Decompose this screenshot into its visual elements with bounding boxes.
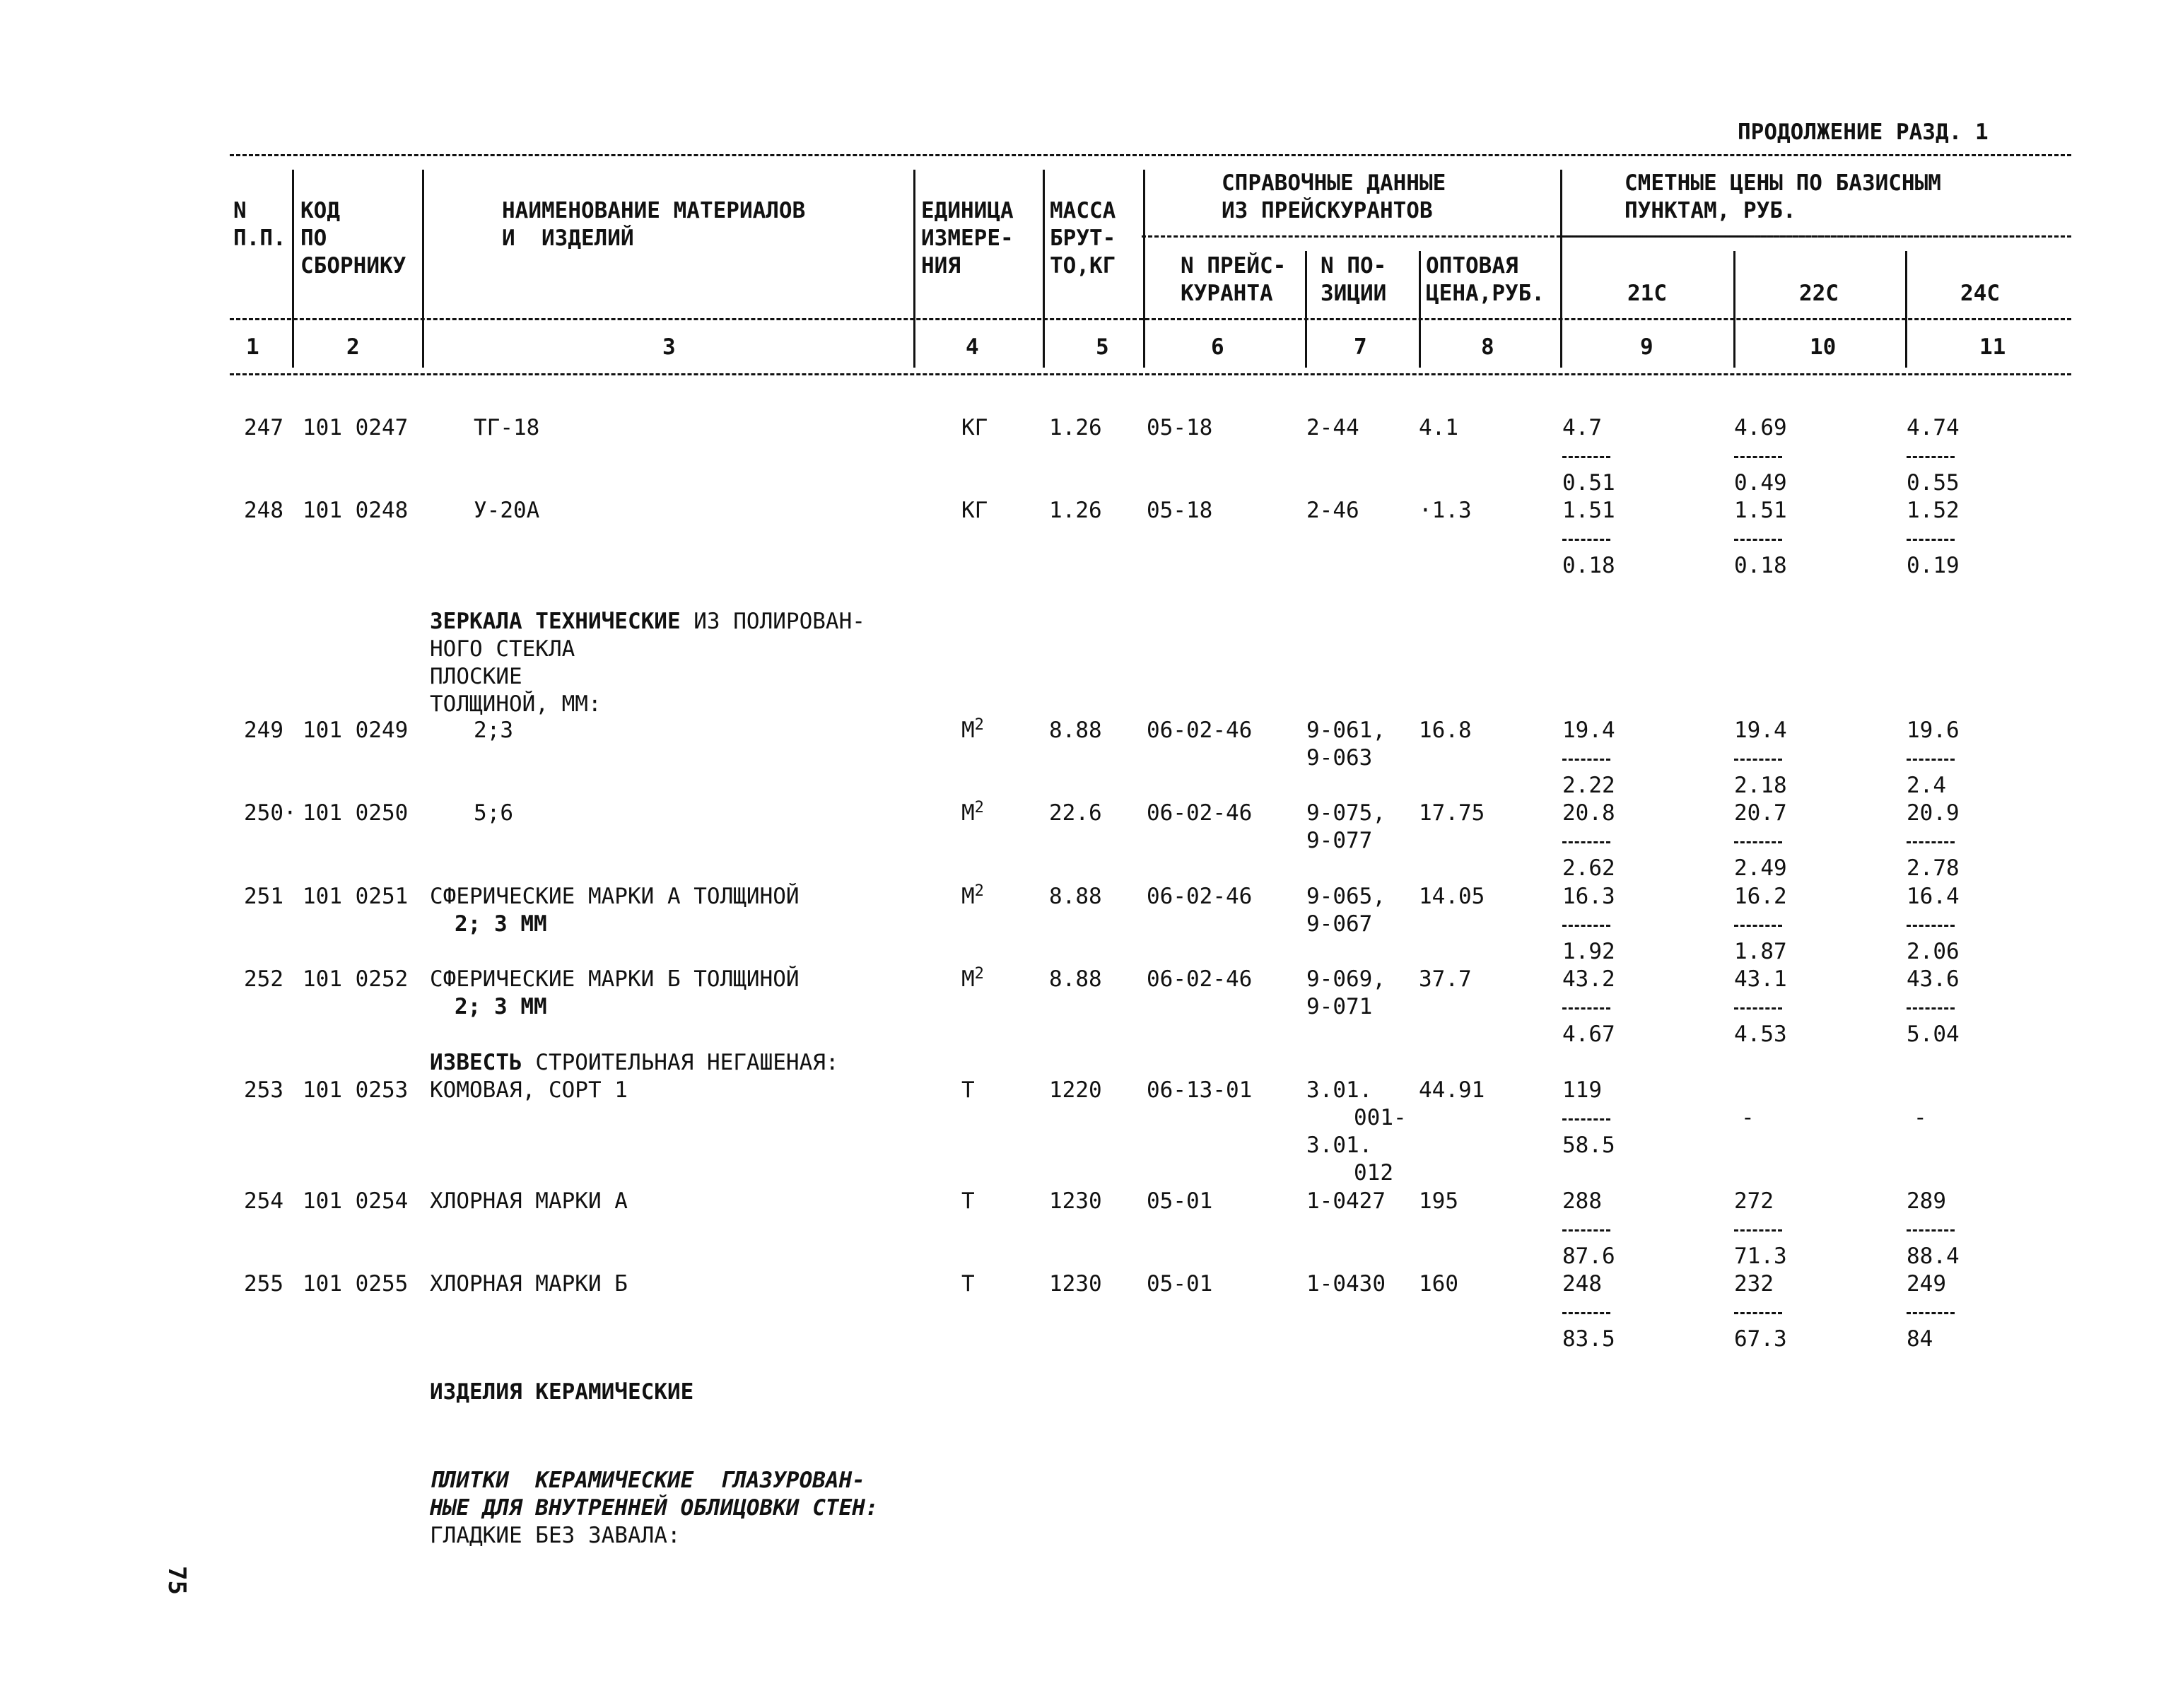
price-p22-divider <box>1734 759 1782 761</box>
row-position: 3.01. <box>1306 1077 1373 1103</box>
row-wholesale: 14.05 <box>1419 884 1485 909</box>
row-wholesale: ·1.3 <box>1419 498 1472 523</box>
price-p24-divider <box>1907 759 1955 761</box>
row-mass: 1230 <box>1049 1188 1102 1214</box>
header-rule-top <box>230 154 2071 156</box>
price-dash: - <box>1741 1105 1755 1130</box>
page-number: 75 <box>163 1566 191 1595</box>
price-p24-divider <box>1907 1229 1955 1232</box>
hdr-npp-2: П.П. <box>233 226 286 251</box>
price-p22-divider <box>1734 841 1782 843</box>
row-code: 101 0251 <box>303 884 409 909</box>
price-p24-base: 16.4 <box>1907 884 1960 909</box>
hdr-mass-1: МАССА <box>1050 198 1116 223</box>
price-p21-base: 248 <box>1562 1271 1602 1297</box>
hdr-p24: 24С <box>1960 281 2000 306</box>
header-subrule-prices <box>1560 235 2071 238</box>
price-p21-base: 288 <box>1562 1188 1602 1214</box>
hdr-position-2: ЗИЦИИ <box>1321 281 1387 306</box>
hdr-wholesale-2: ЦЕНА,РУБ. <box>1426 281 1545 306</box>
colnum-3: 3 <box>662 334 676 360</box>
row-code: 101 0253 <box>303 1077 409 1103</box>
row-number: 253 <box>244 1077 283 1103</box>
row-name: 2;3 <box>474 718 513 743</box>
colnum-2: 2 <box>346 334 360 360</box>
row-pricelist: 06-02-46 <box>1147 966 1253 992</box>
row-unit: Т <box>961 1188 975 1214</box>
tiles-subheading: ГЛАДКИЕ БЕЗ ЗАВАЛА: <box>430 1523 681 1548</box>
colnum-1: 1 <box>246 334 259 360</box>
price-p22-base: 19.4 <box>1734 718 1787 743</box>
price-p21-divider <box>1562 1229 1610 1232</box>
row-code: 101 0247 <box>303 415 409 440</box>
price-p21-transport: 2.22 <box>1562 773 1615 798</box>
price-p22-divider <box>1734 1312 1782 1314</box>
unit-superscript: 2 <box>974 799 984 817</box>
row-name: ХЛОРНАЯ МАРКИ А <box>430 1188 628 1214</box>
group-lime-title: ИЗВЕСТЬ СТРОИТЕЛЬНАЯ НЕГАШЕНАЯ: <box>430 1050 839 1075</box>
row-position: 9-067 <box>1306 911 1373 937</box>
row-mass: 1.26 <box>1049 498 1102 523</box>
price-p24-divider <box>1907 456 1955 458</box>
row-pricelist: 05-01 <box>1147 1271 1213 1297</box>
price-p21-transport: 83.5 <box>1562 1326 1615 1352</box>
row-wholesale: 44.91 <box>1419 1077 1485 1103</box>
price-p21-base: 4.7 <box>1562 415 1602 440</box>
price-p21-base: 1.51 <box>1562 498 1615 523</box>
header-sep-3 <box>913 170 915 368</box>
row-mass: 1220 <box>1049 1077 1102 1103</box>
row-wholesale: 17.75 <box>1419 800 1485 826</box>
price-p24-base: 19.6 <box>1907 718 1960 743</box>
price-p21-transport: 87.6 <box>1562 1244 1615 1269</box>
row-position: 1-0427 <box>1306 1188 1386 1214</box>
continuation-note: ПРОДОЛЖЕНИЕ РАЗД. 1 <box>1738 119 1989 145</box>
row-pricelist: 05-18 <box>1147 415 1213 440</box>
price-p22-base: 232 <box>1734 1271 1774 1297</box>
price-p22-divider <box>1734 456 1782 458</box>
price-p22-base: 16.2 <box>1734 884 1787 909</box>
colnum-6: 6 <box>1211 334 1224 360</box>
price-p24-divider <box>1907 925 1955 927</box>
header-sep-10 <box>1905 251 1907 368</box>
row-number: 250· <box>244 800 297 826</box>
row-name: КОМОВАЯ, СОРТ 1 <box>430 1077 628 1103</box>
unit-superscript: 2 <box>974 882 984 900</box>
header-sep-9 <box>1733 251 1735 368</box>
price-p22-base: 43.1 <box>1734 966 1787 992</box>
hdr-prices-1: СМЕТНЫЕ ЦЕНЫ ПО БАЗИСНЫМ <box>1624 170 1941 196</box>
price-p22-base: 20.7 <box>1734 800 1787 826</box>
row-mass: 8.88 <box>1049 966 1102 992</box>
price-p21-base: 20.8 <box>1562 800 1615 826</box>
row-unit: КГ <box>961 498 988 523</box>
row-number: 249 <box>244 718 283 743</box>
row-name: СФЕРИЧЕСКИЕ МАРКИ Б ТОЛЩИНОЙ <box>430 966 800 992</box>
price-p22-base: 1.51 <box>1734 498 1787 523</box>
price-p22-transport: 1.87 <box>1734 939 1787 964</box>
row-code: 101 0250 <box>303 800 409 826</box>
row-mass: 1230 <box>1049 1271 1102 1297</box>
unit-superscript: 2 <box>974 716 984 734</box>
hdr-position-1: N ПО- <box>1321 253 1387 279</box>
hdr-kod-1: КОД <box>300 198 340 223</box>
price-p24-base: 289 <box>1907 1188 1946 1214</box>
row-name: 2; 3 ММ <box>455 911 547 937</box>
hdr-p21: 21С <box>1627 281 1667 306</box>
price-p21-divider <box>1562 456 1610 458</box>
colnum-11: 11 <box>1979 334 2006 360</box>
price-p21-divider <box>1562 925 1610 927</box>
hdr-npp-1: N <box>233 198 247 223</box>
price-p22-divider <box>1734 1007 1782 1010</box>
price-p22-transport: 67.3 <box>1734 1326 1787 1352</box>
row-number: 248 <box>244 498 283 523</box>
row-position: 9-069, <box>1306 966 1386 992</box>
row-code: 101 0254 <box>303 1188 409 1214</box>
row-code: 101 0252 <box>303 966 409 992</box>
hdr-unit-1: ЕДИНИЦА <box>921 198 1014 223</box>
price-p24-transport: 0.55 <box>1907 470 1960 496</box>
row-unit: $М^2$ <box>961 882 984 909</box>
row-position: 9-063 <box>1306 745 1373 771</box>
header-sep-5 <box>1143 170 1145 368</box>
row-name: СФЕРИЧЕСКИЕ МАРКИ А ТОЛЩИНОЙ <box>430 884 800 909</box>
row-name: 2; 3 ММ <box>455 994 547 1019</box>
price-p21-divider <box>1562 1312 1610 1314</box>
row-position: 9-061, <box>1306 718 1386 743</box>
group-mirrors-line-2: ПЛОСКИЕ <box>430 664 522 689</box>
row-position: 9-075, <box>1306 800 1386 826</box>
row-number: 247 <box>244 415 283 440</box>
row-position: 2-44 <box>1306 415 1359 440</box>
price-p22-base: 272 <box>1734 1188 1774 1214</box>
hdr-pricelist-2: КУРАНТА <box>1181 281 1273 306</box>
tiles-heading-2: НЫЕ ДЛЯ ВНУТРЕННЕЙ ОБЛИЦОВКИ СТЕН: <box>430 1495 879 1521</box>
hdr-name-2: И ИЗДЕЛИЙ <box>502 226 634 251</box>
colnum-9: 9 <box>1640 334 1653 360</box>
hdr-kod-2: ПО <box>300 226 327 251</box>
price-p24-divider <box>1907 1007 1955 1010</box>
price-p24-transport: 2.78 <box>1907 855 1960 881</box>
price-p21-transport: 0.51 <box>1562 470 1615 496</box>
price-dash: - <box>1914 1105 1927 1130</box>
header-sep-7 <box>1419 251 1421 368</box>
row-number: 255 <box>244 1271 283 1297</box>
row-unit: Т <box>961 1271 975 1297</box>
row-number: 254 <box>244 1188 283 1214</box>
price-p21-divider <box>1562 759 1610 761</box>
price-p21-base: 19.4 <box>1562 718 1615 743</box>
price-p24-base: 4.74 <box>1907 415 1960 440</box>
hdr-unit-2: ИЗМЕРЕ- <box>921 226 1014 251</box>
hdr-name-1: НАИМЕНОВАНИЕ МАТЕРИАЛОВ <box>502 198 806 223</box>
header-sep-4 <box>1043 170 1045 368</box>
header-sep-1 <box>292 170 294 368</box>
row-position: 1-0430 <box>1306 1271 1386 1297</box>
price-p22-divider <box>1734 1229 1782 1232</box>
price-p21-base: 119 <box>1562 1077 1602 1103</box>
row-wholesale: 16.8 <box>1419 718 1472 743</box>
row-wholesale: 160 <box>1419 1271 1458 1297</box>
row-code: 101 0249 <box>303 718 409 743</box>
row-number: 251 <box>244 884 283 909</box>
price-p21-transport: 58.5 <box>1562 1133 1615 1158</box>
row-pricelist: 06-02-46 <box>1147 718 1253 743</box>
group-mirrors-line-3: ТОЛЩИНОЙ, ММ: <box>430 691 602 717</box>
hdr-unit-3: НИЯ <box>921 253 961 279</box>
price-p21-transport: 2.62 <box>1562 855 1615 881</box>
price-p22-transport: 2.18 <box>1734 773 1787 798</box>
price-p24-transport: 0.19 <box>1907 553 1960 578</box>
hdr-wholesale-1: ОПТОВАЯ <box>1426 253 1518 279</box>
price-p21-divider <box>1562 1118 1610 1121</box>
section-ceramic: ИЗДЕЛИЯ КЕРАМИЧЕСКИЕ <box>430 1379 694 1405</box>
row-unit: $М^2$ <box>961 799 984 826</box>
row-unit: Т <box>961 1077 975 1103</box>
row-code: 101 0248 <box>303 498 409 523</box>
row-position: 012 <box>1354 1160 1393 1186</box>
price-p24-transport: 88.4 <box>1907 1244 1960 1269</box>
price-p21-base: 16.3 <box>1562 884 1615 909</box>
header-rule-mid <box>230 318 2071 320</box>
hdr-ref-2: ИЗ ПРЕЙСКУРАНТОВ <box>1222 198 1433 223</box>
price-p22-transport: 0.49 <box>1734 470 1787 496</box>
row-name: ХЛОРНАЯ МАРКИ Б <box>430 1271 628 1297</box>
header-rule-bottom <box>230 373 2071 375</box>
row-position: 9-065, <box>1306 884 1386 909</box>
hdr-mass-3: ТО,КГ <box>1050 253 1116 279</box>
row-pricelist: 06-02-46 <box>1147 884 1253 909</box>
row-position: 001- <box>1354 1105 1407 1130</box>
unit-superscript: 2 <box>974 965 984 983</box>
row-unit: КГ <box>961 415 988 440</box>
row-name: ТГ-18 <box>474 415 540 440</box>
row-unit: $М^2$ <box>961 716 984 743</box>
price-p24-divider <box>1907 539 1955 541</box>
row-wholesale: 37.7 <box>1419 966 1472 992</box>
hdr-prices-2: ПУНКТАМ, РУБ. <box>1624 198 1796 223</box>
row-unit: $М^2$ <box>961 965 984 992</box>
header-sep-2 <box>422 170 424 368</box>
price-p22-base: 4.69 <box>1734 415 1787 440</box>
hdr-mass-2: БРУТ- <box>1050 226 1116 251</box>
hdr-kod-3: СБОРНИКУ <box>300 253 406 279</box>
price-p24-base: 1.52 <box>1907 498 1960 523</box>
row-position: 9-077 <box>1306 828 1373 853</box>
group-mirrors-line-1: НОГО СТЕКЛА <box>430 636 575 662</box>
row-name: У-20А <box>474 498 540 523</box>
row-position: 9-071 <box>1306 994 1373 1019</box>
colnum-4: 4 <box>966 334 979 360</box>
tiles-heading-1: ПЛИТКИ КЕРАМИЧЕСКИЕ ГЛАЗУРОВАН- <box>430 1468 865 1493</box>
price-p24-divider <box>1907 1312 1955 1314</box>
hdr-p22: 22С <box>1799 281 1839 306</box>
price-p21-divider <box>1562 1007 1610 1010</box>
colnum-5: 5 <box>1096 334 1109 360</box>
price-p24-transport: 2.4 <box>1907 773 1946 798</box>
row-mass: 8.88 <box>1049 884 1102 909</box>
price-p24-base: 249 <box>1907 1271 1946 1297</box>
price-p24-transport: 5.04 <box>1907 1022 1960 1047</box>
price-p22-transport: 71.3 <box>1734 1244 1787 1269</box>
row-wholesale: 4.1 <box>1419 415 1458 440</box>
price-p24-divider <box>1907 841 1955 843</box>
price-p22-divider <box>1734 539 1782 541</box>
hdr-pricelist-1: N ПРЕЙС- <box>1181 253 1287 279</box>
price-p24-transport: 84 <box>1907 1326 1933 1352</box>
colnum-7: 7 <box>1354 334 1367 360</box>
row-pricelist: 05-18 <box>1147 498 1213 523</box>
row-name: 5;6 <box>474 800 513 826</box>
price-p22-transport: 4.53 <box>1734 1022 1787 1047</box>
price-p24-transport: 2.06 <box>1907 939 1960 964</box>
price-p21-base: 43.2 <box>1562 966 1615 992</box>
row-code: 101 0255 <box>303 1271 409 1297</box>
price-p21-transport: 4.67 <box>1562 1022 1615 1047</box>
hdr-ref-1: СПРАВОЧНЫЕ ДАННЫЕ <box>1222 170 1446 196</box>
price-p22-divider <box>1734 925 1782 927</box>
header-sep-6 <box>1305 251 1307 368</box>
price-p21-divider <box>1562 539 1610 541</box>
price-p22-transport: 2.49 <box>1734 855 1787 881</box>
price-p21-divider <box>1562 841 1610 843</box>
price-p24-base: 43.6 <box>1907 966 1960 992</box>
row-pricelist: 06-13-01 <box>1147 1077 1253 1103</box>
price-p22-transport: 0.18 <box>1734 553 1787 578</box>
group-mirrors-title: ЗЕРКАЛА ТЕХНИЧЕСКИЕ ИЗ ПОЛИРОВАН- <box>430 609 865 634</box>
row-mass: 1.26 <box>1049 415 1102 440</box>
row-pricelist: 05-01 <box>1147 1188 1213 1214</box>
colnum-8: 8 <box>1481 334 1494 360</box>
price-p21-transport: 0.18 <box>1562 553 1615 578</box>
row-position: 3.01. <box>1306 1133 1373 1158</box>
row-number: 252 <box>244 966 283 992</box>
row-mass: 8.88 <box>1049 718 1102 743</box>
header-sep-8 <box>1560 170 1562 368</box>
row-mass: 22.6 <box>1049 800 1102 826</box>
colnum-10: 10 <box>1810 334 1837 360</box>
row-position: 2-46 <box>1306 498 1359 523</box>
row-pricelist: 06-02-46 <box>1147 800 1253 826</box>
price-p21-transport: 1.92 <box>1562 939 1615 964</box>
row-wholesale: 195 <box>1419 1188 1458 1214</box>
price-p24-base: 20.9 <box>1907 800 1960 826</box>
